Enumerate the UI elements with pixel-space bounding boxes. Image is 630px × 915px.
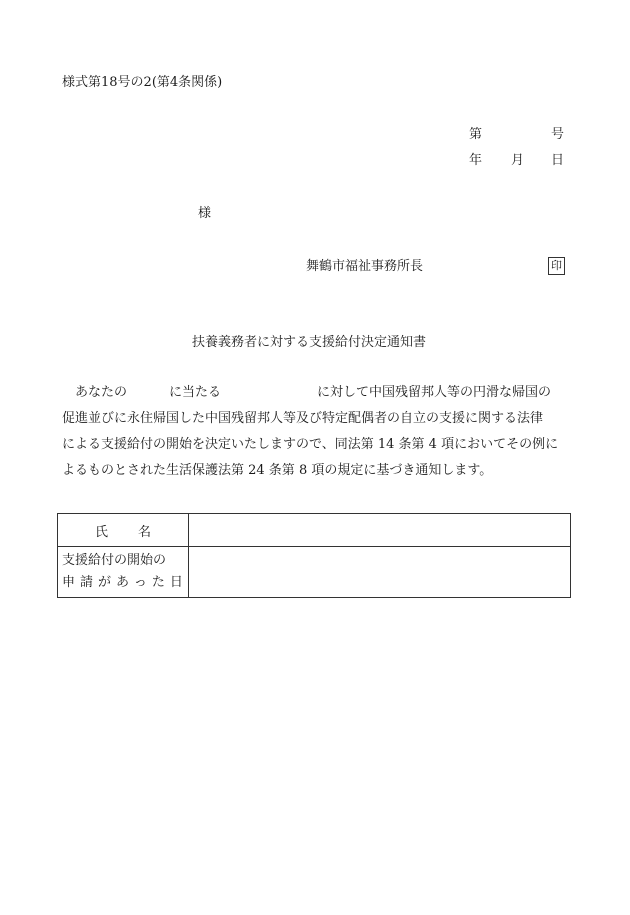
date-day-label: 日 [551,153,565,168]
body-line-2: 促進並びに永住帰国した中国残留邦人等及び特定配偶者の自立の支援に関する法律 [62,411,544,426]
application-date-header-cell [58,547,189,598]
name-header-cell [58,514,189,547]
date-month-label: 月 [511,153,525,168]
form-number: 様式第18号の2(第4条関係) [62,75,223,90]
body-line-1 [62,384,582,410]
application-date-value-cell [189,547,571,598]
table-row-name [58,514,571,547]
body-line-1-c: に対して中国残留邦人等の円滑な帰国の [317,385,552,400]
name-value-cell [189,514,571,547]
seal-stamp: 印 [548,257,565,275]
document-number-prefix: 第 [469,127,483,142]
table-row-application-date [58,547,571,598]
document-number-suffix: 号 [551,127,565,142]
notice-body [62,384,582,488]
application-date-label-line2: 申請があった日 [62,575,188,590]
sender-title: 舞鶴市福祉事務所長 [306,259,424,274]
document-title: 扶養義務者に対する支援給付決定通知書 [192,335,427,350]
name-header-label: 氏名 [94,524,181,540]
application-date-label-line1: 支援給付の開始の [62,553,167,568]
body-line-1-a: あなたの [75,385,128,400]
date-year-label: 年 [469,153,483,168]
info-table [57,513,571,598]
addressee-honorific: 様 [198,206,212,221]
body-line-3: による支援給付の開始を決定いたしますので、同法第 14 条第 4 項においてその例に [62,437,559,452]
body-line-4: よるものとされた生活保護法第 24 条第 8 項の規定に基づき通知します。 [62,463,493,478]
body-line-1-b: に当たる [169,385,222,400]
